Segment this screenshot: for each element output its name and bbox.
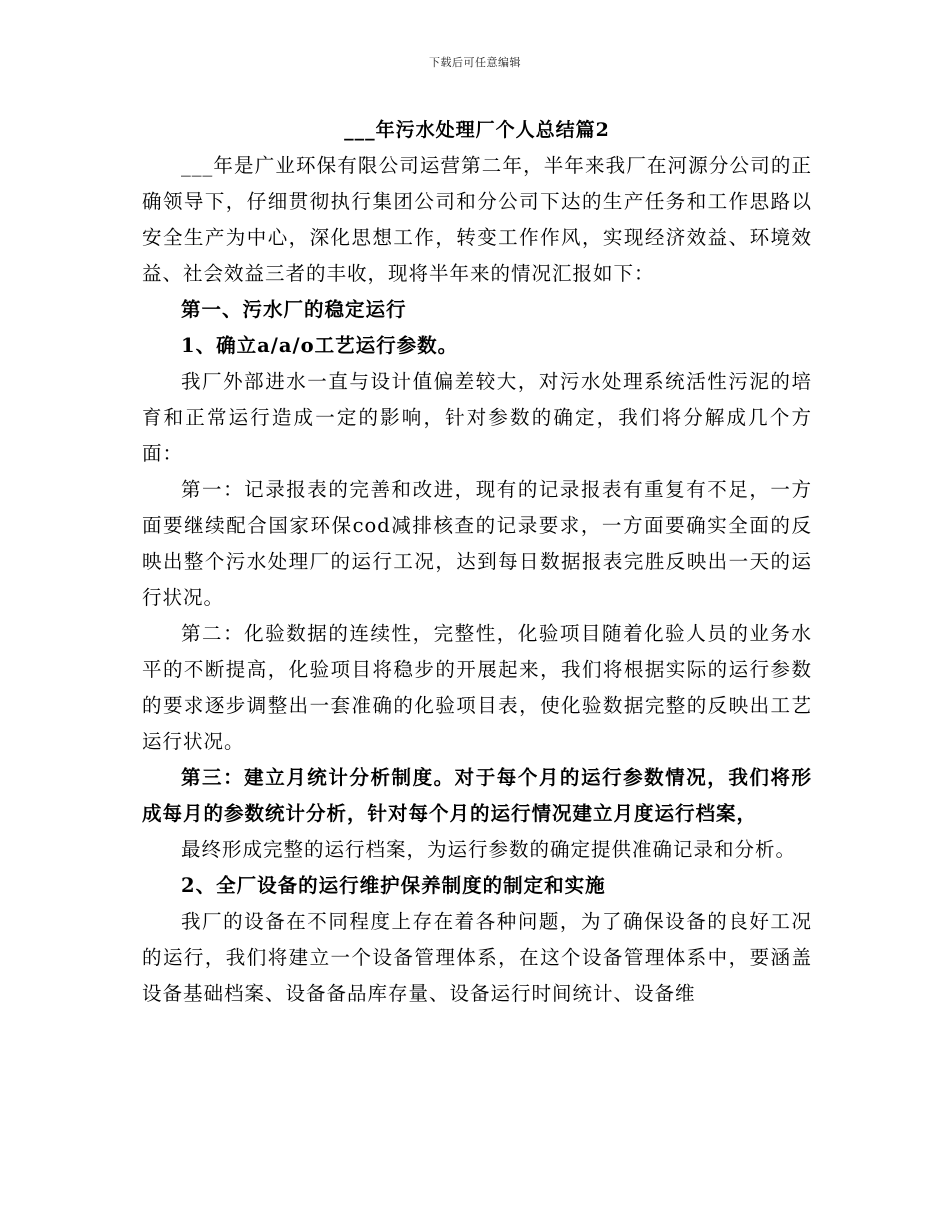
- paragraph-intro: ___年是广业环保有限公司运营第二年，半年来我厂在河源分公司的正确领导下，仔细贯彻执行集团公司和分公司下达的生产任务和工作思路以安全生产为中心，深化思想工作，转变工作作风，实现经济效益、环境效益、社会效益三者的丰收，现将半年来的情况汇报如下：: [142, 154, 812, 285]
- document-title: ___年污水处理厂个人总结篇2: [344, 119, 610, 141]
- subsection-heading-1: 1、确立a/a/o工艺运行参数。: [181, 334, 459, 357]
- subsection-heading-2: 2、全厂设备的运行维护保养制度的制定和实施: [181, 874, 606, 897]
- paragraph-point-one: 第一：记录报表的完善和改进，现有的记录报表有重复有不足，一方面要继续配合国家环保cod减排核查的记录要求，一方面要确实全面的反映出整个污水处理厂的运行工况，达到每日数据报表完胜反映出一天的运行状况。: [142, 478, 812, 609]
- paragraph-point-three: 第三：建立月统计分析制度。对于每个月的运行参数情况，我们将形成每月的参数统计分析，针对每个月的运行情况建立月度运行档案，: [142, 766, 812, 825]
- paragraph-archive: 最终形成完整的运行档案，为运行参数的确定提供准确记录和分析。: [181, 838, 797, 861]
- document-body: [142, 112, 812, 1012]
- paragraph-inflow: 我厂外部进水一直与设计值偏差较大，对污水处理系统活性污泥的培育和正常运行造成一定的影响，针对参数的确定，我们将分解成几个方面：: [142, 370, 812, 465]
- paragraph-equipment: 我厂的设备在不同程度上存在着各种问题，为了确保设备的良好工况的运行，我们将建立一个设备管理体系，在这个设备管理体系中，要涵盖设备基础档案、设备备品库存量、设备运行时间统计、设备维: [142, 910, 812, 1005]
- section-heading-1: 第一、污水厂的稳定运行: [181, 298, 407, 321]
- paragraph-point-two: 第二：化验数据的连续性，完整性，化验项目随着化验人员的业务水平的不断提高，化验项目将稳步的开展起来，我们将根据实际的运行参数的要求逐步调整出一套准确的化验项目表，使化验数据完整的反映出工艺运行状况。: [142, 622, 812, 753]
- header-note: 下载后可任意编辑: [429, 56, 521, 69]
